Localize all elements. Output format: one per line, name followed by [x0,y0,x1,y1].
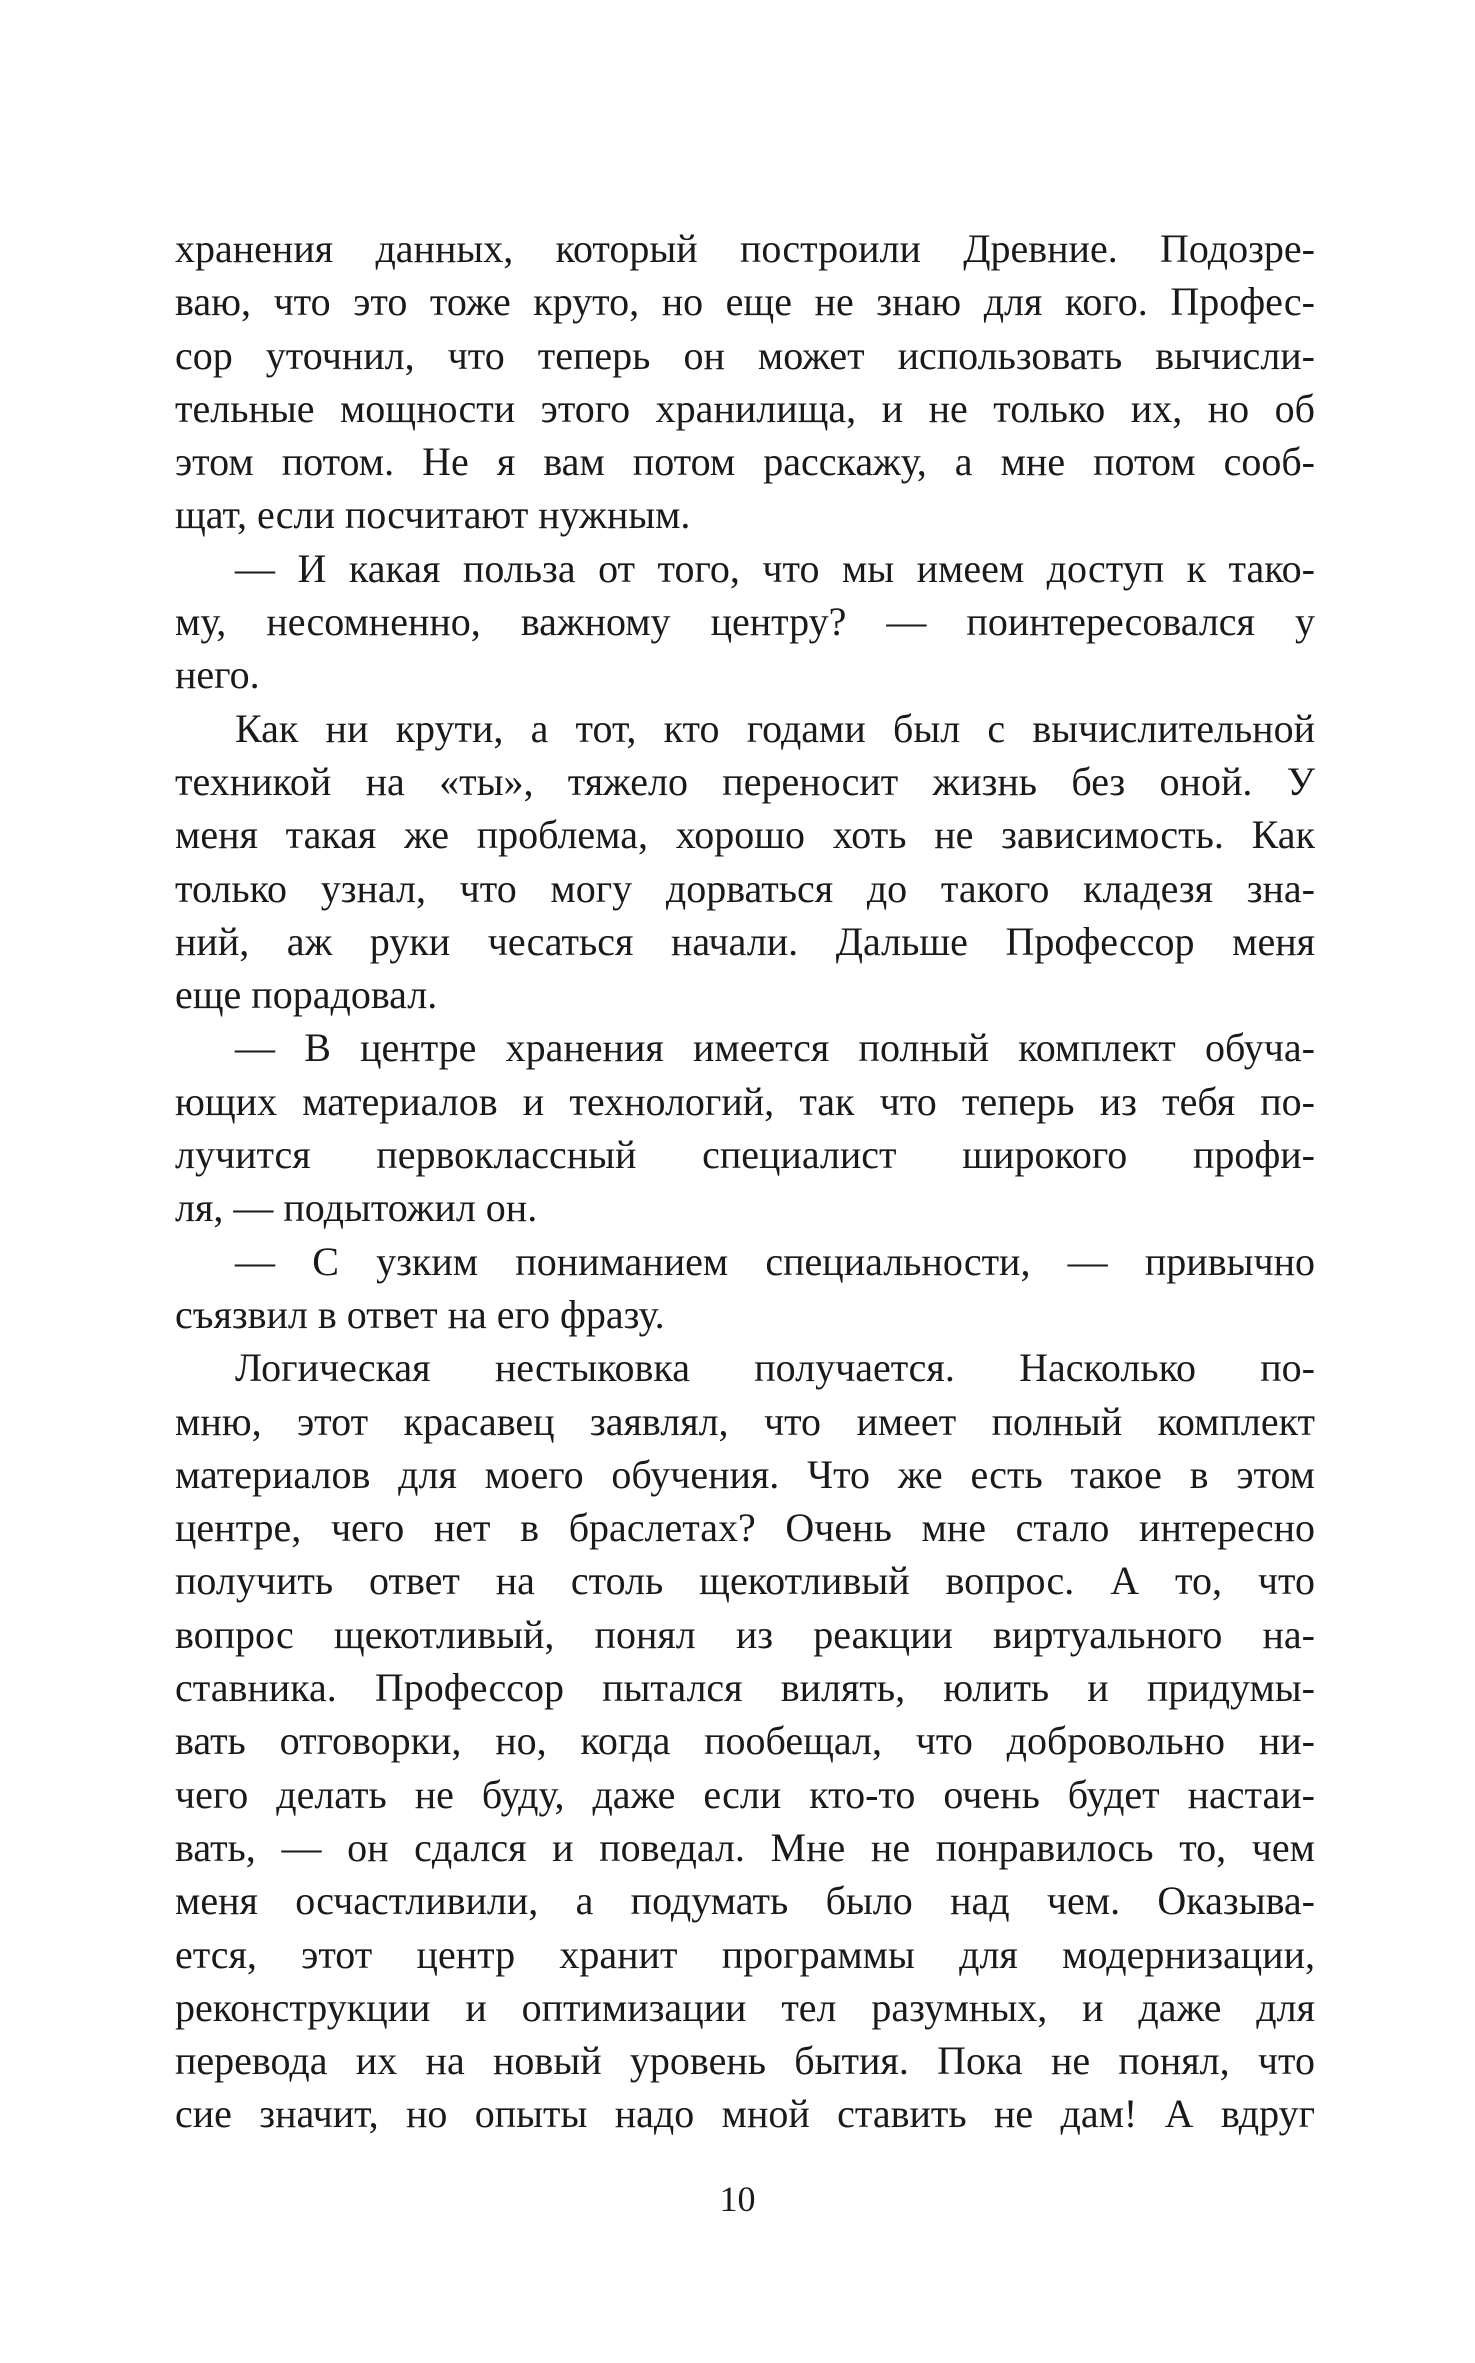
text-line: вать, — он сдался и поведал. Мне не понравилось то, чем [175,1824,1315,1870]
text-line: него. [175,652,260,698]
text-line: съязвил в ответ на его фразу. [175,1291,665,1337]
text-line: меня осчастливили, а подумать было над чем. Оказыва- [175,1878,1315,1924]
text-line: ставника. Профессор пытался вилять, юлить и придумы- [175,1665,1315,1711]
text-line: тельные мощности этого хранилища, и не только их, но об [175,385,1315,431]
text-line: вать отговорки, но, когда пообещал, что добровольно ни- [175,1718,1315,1764]
text-line: ваю, что это тоже круто, но еще не знаю для кого. Профес- [175,279,1315,325]
body-text [175,222,1315,2141]
text-line: меня такая же проблема, хорошо хоть не зависимость. Как [175,812,1315,858]
text-line: вопрос щекотливый, понял из реакции виртуального на- [175,1611,1315,1657]
text-line: перевода их на новый уровень бытия. Пока не понял, что [175,2038,1315,2084]
text-line: хранения данных, который построили Древние. Подозре- [175,226,1315,271]
text-line: му, несомненно, важному центру? — поинтересовался у [175,599,1315,645]
text-line: чего делать не буду, даже если кто-то очень будет настаи- [175,1771,1315,1817]
text-line: ющих материалов и технологий, так что теперь из тебя по- [175,1078,1315,1124]
text-line: ется, этот центр хранит программы для модернизации, [175,1931,1315,1977]
text-line: реконструкции и оптимизации тел разумных, и даже для [175,1984,1315,2030]
text-line: — В центре хранения имеется полный комплект обуча- [235,1025,1315,1071]
text-line: получить ответ на столь щекотливый вопрос. А то, что [175,1558,1315,1604]
text-line: Как ни крути, а тот, кто годами был с вычислительной [235,705,1315,751]
text-line: техникой на «ты», тяжело переносит жизнь без оной. У [175,758,1315,804]
text-line: щат, если посчитают нужным. [175,492,691,538]
text-line: еще порадовал. [175,972,438,1018]
text-line: сие значит, но опыты надо мной ставить не дам! А вдруг [175,2091,1315,2137]
text-line: этом потом. Не я вам потом расскажу, а мне потом сооб- [175,439,1315,485]
text-line: только узнал, что могу дорваться до такого кладезя зна- [175,865,1315,911]
text-line: — С узким пониманием специальности, — привычно [235,1238,1315,1284]
text-line: лучится первоклассный специалист широкого профи- [175,1132,1315,1178]
text-line: ля, — подытожил он. [175,1185,538,1231]
text-line: сор уточнил, что теперь он может использовать вычисли- [175,332,1315,378]
text-line: ний, аж руки чесаться начали. Дальше Профессор меня [175,918,1315,964]
text-line: — И какая польза от того, что мы имеем доступ к тако- [235,545,1315,591]
text-line: материалов для моего обучения. Что же есть такое в этом [175,1451,1315,1497]
text-line: мню, этот красавец заявлял, что имеет полный комплект [175,1398,1315,1444]
text-line: Логическая нестыковка получается. Насколько по- [235,1345,1315,1391]
page-number: 10 [719,2179,756,2219]
text-line: центре, чего нет в браслетах? Очень мне стало интересно [175,1505,1315,1551]
